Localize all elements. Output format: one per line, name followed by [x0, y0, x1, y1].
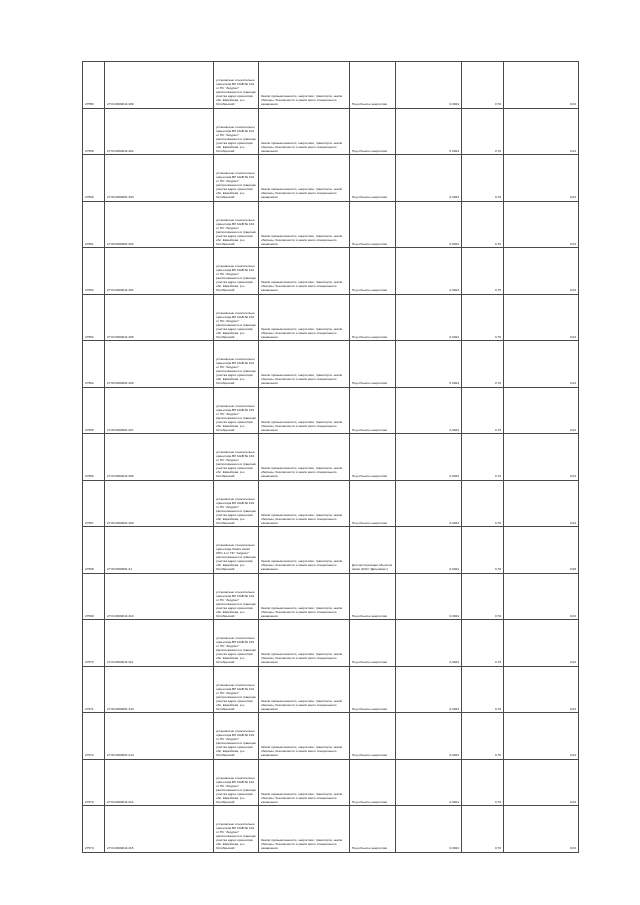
location-description: установлено относительно ориентира ВЛ 10кВ № 104 от ПС "Амурзет" расположенного в границах участка адрес ориентира: обл. Еврейская, р-н Октябрьский: [214, 620, 259, 667]
table-row: [83, 573, 579, 620]
table-row: [83, 62, 579, 109]
location-description: установлено относительно ориентира ВЛ 10кВ № 104 от ПС "Амурзет" расположенного в границах участка адрес ориентира: обл. Еврейская, р-н Октябрьский: [214, 62, 259, 109]
cadastral-number: 27:04:0000011:404: [105, 248, 214, 295]
table-row: [83, 713, 579, 760]
area-value: 0,0024: [396, 108, 462, 155]
table-row: [83, 666, 579, 713]
price-value: 0,76: [462, 620, 504, 667]
permitted-use: Под объекты энергетики: [350, 387, 396, 434]
price-value: 0,76: [462, 201, 504, 248]
table-row: [83, 620, 579, 667]
area-value: 0,0024: [396, 527, 462, 574]
permitted-use: Под объекты энергетики: [350, 248, 396, 295]
location-description: установлено относительно ориентира ВЛ 10кВ № 104 от ПС "Амурзет" расположенного в границах участка адрес ориентира: обл. Еврейская, р-н Октябрьский: [214, 294, 259, 341]
table-row: [83, 527, 579, 574]
permitted-use: Под объекты энергетики: [350, 108, 396, 155]
price-value: 0,76: [462, 759, 504, 806]
row-number: 27563: [83, 294, 105, 341]
cadastral-number: 27:06:0000001:412: [105, 666, 214, 713]
location-description: установлено относительно ориентира ВЛ 10кВ № 104 от ПС "Амурзет" расположенного в границах участка адрес ориентира: обл. Еврейская, р-н Октябрьский: [214, 155, 259, 202]
price-value: 0,76: [462, 434, 504, 481]
land-category: Земли промышленности, энергетики, транспорта, земли обороны, безопасности и земли иного специального назначения: [259, 248, 350, 295]
cadastral-number: 27:06:0000001:41: [105, 527, 214, 574]
row-number: 27569: [83, 573, 105, 620]
land-plots-table: [82, 61, 579, 853]
total-value: 0,04: [504, 620, 579, 667]
table-row: [83, 108, 579, 155]
total-value: 0,04: [504, 341, 579, 388]
cadastral-number: 27:06:0000001:406: [105, 341, 214, 388]
row-number: 27565: [83, 387, 105, 434]
table-row: [83, 155, 579, 202]
location-description: установлено относительно ориентира ВЛ 10кВ № 104 от ПС "Амурзет" расположенного в границах участка адрес ориентира: обл. Еврейская, р-н Октябрьский: [214, 387, 259, 434]
total-value: 0,04: [504, 666, 579, 713]
location-description: установлено относительно ориентира ВЛ 10кВ № 104 от ПС "Амурзет" расположенного в границах участка адрес ориентира: обл. Еврейская, р-н Октябрьский: [214, 713, 259, 760]
cadastral-number: 27:04:0000011:404: [105, 108, 214, 155]
row-number: 27561: [83, 201, 105, 248]
total-value: 0,04: [504, 201, 579, 248]
table-row: [83, 434, 579, 481]
permitted-use: Под объекты энергетики: [350, 294, 396, 341]
row-number: 27567: [83, 480, 105, 527]
total-value: 0,04: [504, 387, 579, 434]
land-category: Земли промышленности, энергетики, транспорта, земли обороны, безопасности и земли иного специального назначения: [259, 155, 350, 202]
row-number: 27568: [83, 527, 105, 574]
permitted-use: Под объекты энергетики: [350, 759, 396, 806]
permitted-use: Под объекты энергетики: [350, 434, 396, 481]
land-category: Земли промышленности, энергетики, транспорта, земли обороны, безопасности и земли иного специального назначения: [259, 713, 350, 760]
cadastral-number: 27:04:0000011:414: [105, 759, 214, 806]
location-description: установлено относительно ориентира ВЛ 10кВ № 104 от ПС "Амурзет" расположенного в границах участка адрес ориентира: обл. Еврейская, р-н Октябрьский: [214, 201, 259, 248]
price-value: 0,76: [462, 108, 504, 155]
area-value: 0,0024: [396, 294, 462, 341]
area-value: 0,0024: [396, 248, 462, 295]
price-value: 0,76: [462, 294, 504, 341]
cadastral-number: 27:06:0000001:402: [105, 201, 214, 248]
location-description: установлено относительно ориентира ВЛ 10кВ № 104 от ПС "Амурзет" расположенного в границах участка адрес ориентира: обл. Еврейская, р-н Октябрьский: [214, 108, 259, 155]
cadastral-number: 27:06:0000001:413: [105, 713, 214, 760]
row-number: 27572: [83, 713, 105, 760]
price-value: 0,76: [462, 480, 504, 527]
total-value: 0,04: [504, 713, 579, 760]
cadastral-number: 27:04:0000011:410: [105, 573, 214, 620]
area-value: 0,0024: [396, 341, 462, 388]
area-value: 0,0024: [396, 62, 462, 109]
location-description: установлено относительно ориентира Линия связи ОРС-2 от ПС "Амурзет" расположенного в границах участка адрес ориентира: обл. Еврейская, р-н Октябрьский: [214, 527, 259, 574]
location-description: установлено относительно ориентира ВЛ 10кВ № 104 от ПС "Амурзет" расположенного в границах участка адрес ориентира: обл. Еврейская, р-н Октябрьский: [214, 806, 259, 853]
total-value: 0,04: [504, 62, 579, 109]
land-category: Земли промышленности, энергетики, транспорта, земли обороны, безопасности и земли иного специального назначения: [259, 573, 350, 620]
permitted-use: Под объекты энергетики: [350, 806, 396, 853]
permitted-use: Под объекты энергетики: [350, 480, 396, 527]
land-category: Земли промышленности, энергетики, транспорта, земли обороны, безопасности и земли иного специального назначения: [259, 387, 350, 434]
land-category: Земли промышленности, энергетики, транспорта, земли обороны, безопасности и земли иного специального назначения: [259, 620, 350, 667]
row-number: 27560: [83, 155, 105, 202]
land-category: Земли промышленности, энергетики, транспорта, земли обороны, безопасности и земли иного специального назначения: [259, 527, 350, 574]
price-value: 0,76: [462, 341, 504, 388]
land-category: Земли промышленности, энергетики, транспорта, земли обороны, безопасности и земли иного специального назначения: [259, 294, 350, 341]
area-value: 0,0024: [396, 434, 462, 481]
land-category: Земли промышленности, энергетики, транспорта, земли обороны, безопасности и земли иного специального назначения: [259, 341, 350, 388]
location-description: установлено относительно ориентира ВЛ 10кВ № 104 от ПС "Амурзет" расположенного в границах участка адрес ориентира: обл. Еврейская, р-н Октябрьский: [214, 341, 259, 388]
land-category: Земли промышленности, энергетики, транспорта, земли обороны, безопасности и земли иного специального назначения: [259, 480, 350, 527]
price-value: 0,76: [462, 806, 504, 853]
price-value: 0,76: [462, 62, 504, 109]
row-number: 27564: [83, 341, 105, 388]
price-value: 0,76: [462, 155, 504, 202]
table-row: [83, 387, 579, 434]
location-description: установлено относительно ориентира ВЛ 10кВ № 104 от ПС "Амурзет" расположенного в границах участка адрес ориентира: обл. Еврейская, р-н Октябрьский: [214, 759, 259, 806]
permitted-use: Под объекты энергетики: [350, 155, 396, 202]
cadastral-number: 27:04:0000011:405: [105, 294, 214, 341]
price-value: 0,76: [462, 713, 504, 760]
area-value: 0,0024: [396, 666, 462, 713]
cadastral-number: 27:06:0000001:409: [105, 480, 214, 527]
land-category: Земли промышленности, энергетики, транспорта, земли обороны, безопасности и земли иного специального назначения: [259, 806, 350, 853]
permitted-use: Под объекты энергетики: [350, 620, 396, 667]
table-row: [83, 201, 579, 248]
permitted-use: Для эксплуатации объектов связи (ОАО "Дальсвязь"): [350, 527, 396, 574]
permitted-use: Под объекты энергетики: [350, 666, 396, 713]
total-value: 0,04: [504, 108, 579, 155]
land-category: Земли промышленности, энергетики, транспорта, земли обороны, безопасности и земли иного специального назначения: [259, 434, 350, 481]
permitted-use: Под объекты энергетики: [350, 62, 396, 109]
area-value: 0,0024: [396, 480, 462, 527]
area-value: 0,0024: [396, 759, 462, 806]
location-description: установлено относительно ориентира ВЛ 10кВ № 104 от ПС "Амурзет" расположенного в границах участка адрес ориентира: обл. Еврейская, р-н Октябрьский: [214, 248, 259, 295]
land-category: Земли промышленности, энергетики, транспорта, земли обороны, безопасности и земли иного специального назначения: [259, 108, 350, 155]
total-value: 0,04: [504, 480, 579, 527]
total-value: 0,04: [504, 806, 579, 853]
price-value: 0,76: [462, 248, 504, 295]
area-value: 0,0024: [396, 713, 462, 760]
total-value: 0,04: [504, 155, 579, 202]
land-category: Земли промышленности, энергетики, транспорта, земли обороны, безопасности и земли иного специального назначения: [259, 759, 350, 806]
permitted-use: Под объекты энергетики: [350, 201, 396, 248]
cadastral-number: 27:06:0000001:407: [105, 387, 214, 434]
total-value: 0,04: [504, 434, 579, 481]
permitted-use: Под объекты энергетики: [350, 341, 396, 388]
location-description: установлено относительно ориентира ВЛ 10кВ № 104 от ПС "Амурзет" расположенного в границах участка адрес ориентира: обл. Еврейская, р-н Октябрьский: [214, 666, 259, 713]
table-row: [83, 248, 579, 295]
row-number: 27574: [83, 806, 105, 853]
total-value: 0,04: [504, 248, 579, 295]
total-value: 0,04: [504, 759, 579, 806]
price-value: 0,76: [462, 387, 504, 434]
land-category: Земли промышленности, энергетики, транспорта, земли обороны, безопасности и земли иного специального назначения: [259, 666, 350, 713]
cadastral-number: 27:04:0000011:408: [105, 434, 214, 481]
table-row: [83, 759, 579, 806]
area-value: 0,0024: [396, 155, 462, 202]
table-row: [83, 806, 579, 853]
total-value: 0,04: [504, 294, 579, 341]
price-value: 0,76: [462, 666, 504, 713]
cadastral-number: 27:04:0000011:409: [105, 62, 214, 109]
area-value: 0,0024: [396, 201, 462, 248]
land-category: Земли промышленности, энергетики, транспорта, земли обороны, безопасности и земли иного специального назначения: [259, 201, 350, 248]
table-row: [83, 341, 579, 388]
location-description: установлено относительно ориентира ВЛ 10кВ № 104 от ПС "Амурзет" расположенного в границах участка адрес ориентира: обл. Еврейская, р-н Октябрьский: [214, 434, 259, 481]
cadastral-number: 27:04:0000011:415: [105, 806, 214, 853]
cadastral-number: 27:06:0000001:403: [105, 155, 214, 202]
price-value: 0,76: [462, 527, 504, 574]
permitted-use: Под объекты энергетики: [350, 713, 396, 760]
area-value: 0,0024: [396, 387, 462, 434]
total-value: 0,08: [504, 527, 579, 574]
area-value: 0,0024: [396, 620, 462, 667]
row-number: 27566: [83, 434, 105, 481]
row-number: 27562: [83, 248, 105, 295]
location-description: установлено относительно ориентира ВЛ 10кВ № 104 от ПС "Амурзет" расположенного в границах участка адрес ориентира: обл. Еврейская, р-н Октябрьский: [214, 573, 259, 620]
row-number: 27570: [83, 620, 105, 667]
row-number: 27559: [83, 108, 105, 155]
land-category: Земли промышленности, энергетики, транспорта, земли обороны, безопасности и земли иного специального назначения: [259, 62, 350, 109]
row-number: 27556: [83, 62, 105, 109]
location-description: установлено относительно ориентира ВЛ 10кВ № 104 от ПС "Амурзет" расположенного в границах участка адрес ориентира: обл. Еврейская, р-н Октябрьский: [214, 480, 259, 527]
permitted-use: Под объекты энергетики: [350, 573, 396, 620]
table-row: [83, 294, 579, 341]
area-value: 0,0024: [396, 806, 462, 853]
row-number: 27571: [83, 666, 105, 713]
row-number: 27573: [83, 759, 105, 806]
table-row: [83, 480, 579, 527]
price-value: 0,76: [462, 573, 504, 620]
cadastral-number: 27:04:0000011:411: [105, 620, 214, 667]
total-value: 0,04: [504, 573, 579, 620]
area-value: 0,0024: [396, 573, 462, 620]
